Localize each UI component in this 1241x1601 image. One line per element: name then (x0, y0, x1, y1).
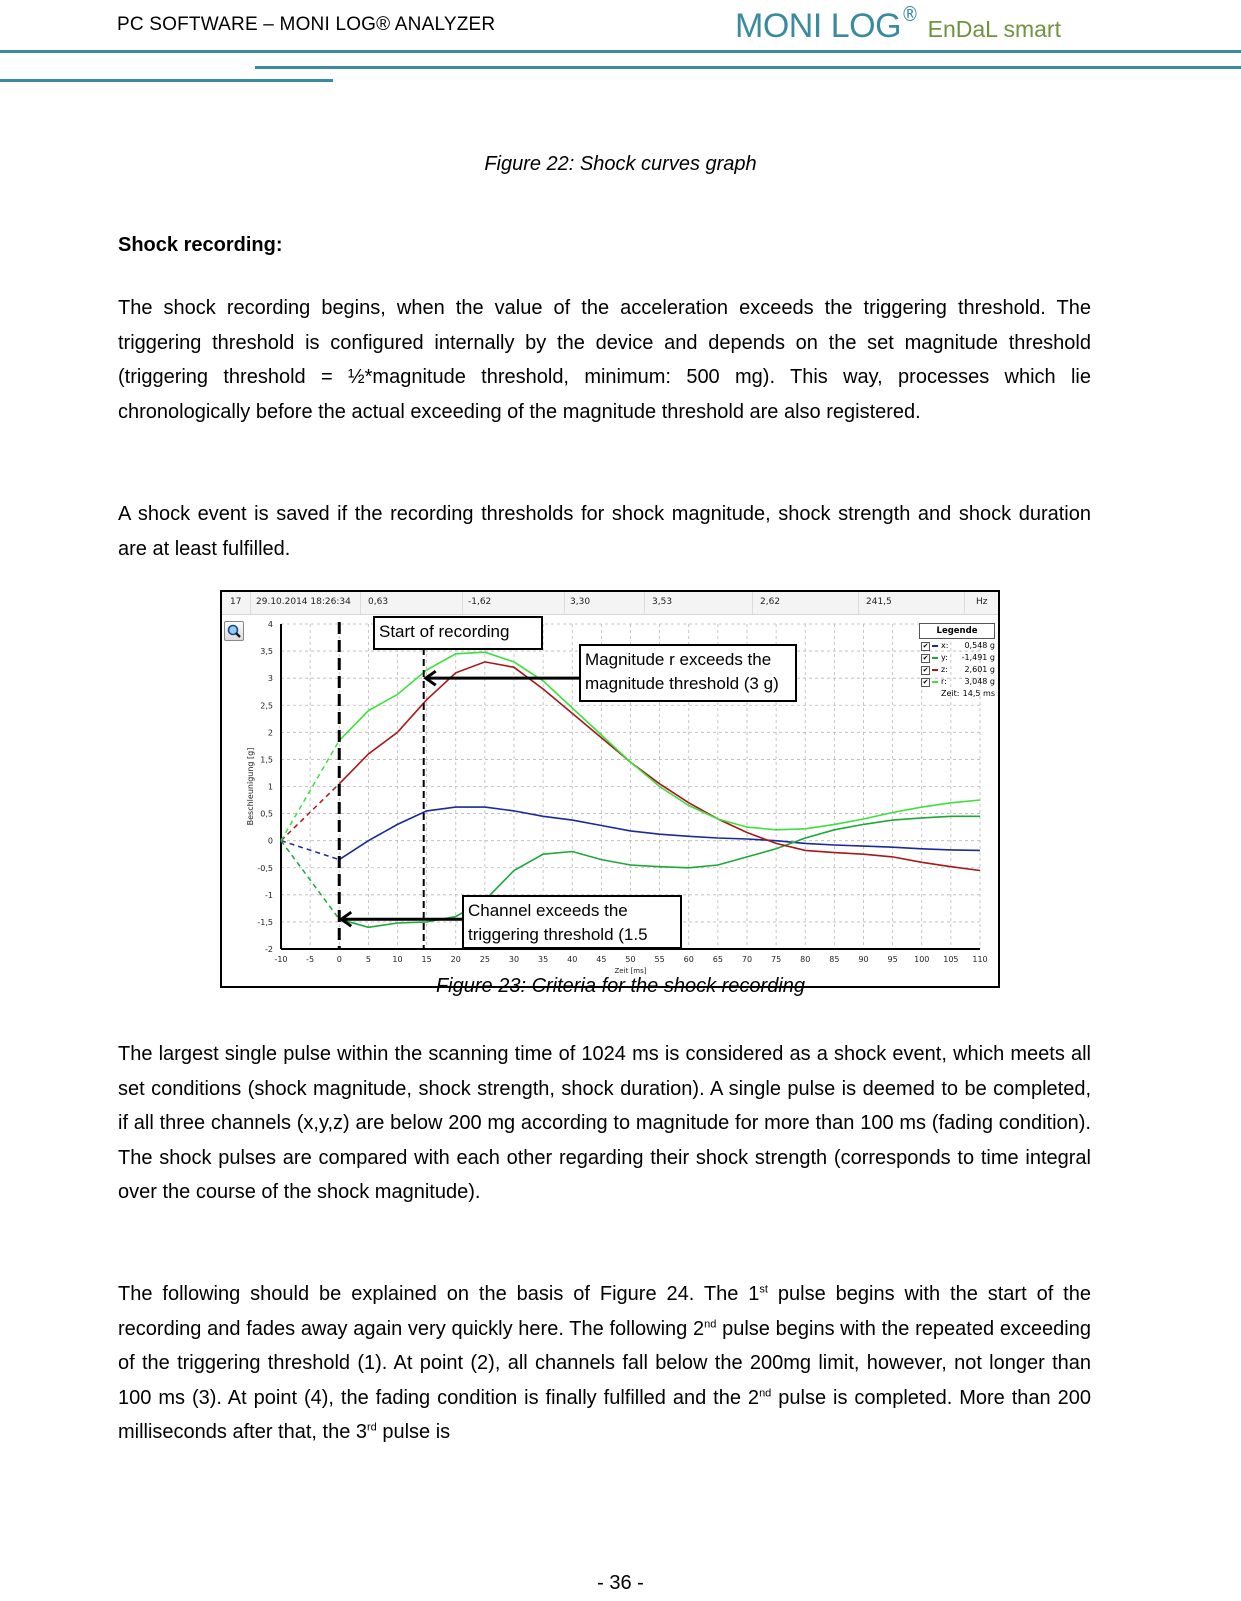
svg-text:0,5: 0,5 (260, 809, 273, 819)
svg-text:-0,5: -0,5 (257, 863, 273, 873)
brand-registered-mark: ® (901, 2, 920, 26)
value-r: 3,53 (652, 597, 673, 607)
header-rule-middle (255, 66, 1241, 69)
brand-main: MONI LOG (735, 7, 902, 45)
page-number: - 36 - (597, 1572, 644, 1594)
figure-22-caption: Figure 22: Shock curves graph (484, 153, 757, 175)
legend-title: Legende (919, 623, 995, 639)
svg-text:3: 3 (267, 674, 273, 684)
svg-text:105: 105 (943, 955, 959, 964)
svg-text:2,5: 2,5 (260, 701, 273, 711)
svg-text:3,5: 3,5 (260, 647, 273, 657)
legend-item-z: ✔ z: 2,601 g (922, 665, 995, 674)
chart-legend (919, 623, 995, 703)
header-rule-bottom (0, 79, 333, 82)
svg-text:35: 35 (538, 955, 549, 964)
svg-text:20: 20 (450, 955, 461, 964)
section-title: Shock recording: (118, 234, 283, 256)
legend-swatch-y (932, 657, 938, 659)
legend-checkbox-r[interactable]: ✔ (922, 678, 929, 686)
paragraph-shock-recording: The shock recording begins, when the value of the acceleration exceeds the triggering threshold. The triggering threshold is configured internally by the device and depends on the set magnitude threshold (triggering threshold = ½*magnitude threshold, minimum: 500 mg). This way, processes which lie chronologically before the actual exceeding of the magnitude threshold are also registered. (118, 297, 1091, 423)
svg-text:Beschleunigung [g]: Beschleunigung [g] (246, 747, 255, 826)
svg-text:-1: -1 (265, 890, 273, 900)
svg-text:-10: -10 (274, 955, 288, 964)
annotation-magnitude-line1: Magnitude r exceeds the (585, 650, 772, 669)
value-frequency: 241,5 (866, 597, 892, 607)
annotation-channel-line2: triggering threshold (1.5 (468, 925, 648, 944)
paragraph-shock-event: A shock event is saved if the recording thresholds for shock magnitude, shock strength and shock duration are at least fulfilled. (118, 503, 1091, 560)
value-z: 3,30 (570, 597, 591, 607)
value-x: 0,63 (368, 597, 389, 607)
svg-text:5: 5 (365, 955, 371, 964)
svg-text:-2: -2 (265, 945, 273, 954)
event-number: 17 (230, 597, 242, 607)
legend-swatch-r (932, 681, 938, 683)
annotation-start-text: Start of recording (379, 622, 510, 641)
svg-text:-1,5: -1,5 (257, 917, 273, 927)
legend-item-y: ✔ y: -1,491 g (922, 653, 995, 662)
annotation-trigger-threshold (462, 895, 682, 949)
svg-text:30: 30 (508, 955, 520, 964)
svg-text:2: 2 (267, 728, 273, 738)
annotation-magnitude-threshold (579, 644, 797, 702)
paragraph-largest-pulse: The largest single pulse within the scanning time of 1024 ms is considered as a shock event, which meets all set conditions (shock magnitude, shock strength, shock duration). A single pulse is deemed to be completed, if all three channels (x,y,z) are below 200 mg according to magnitude for more than 100 ms (fading condition). The shock pulses are compared with each other regarding their shock strength (corresponds to time integral over the course of the shock magnitude). (118, 1043, 1091, 1203)
brand-subtitle: EnDaL smart (927, 16, 1061, 42)
svg-text:95: 95 (887, 955, 898, 964)
annotation-magnitude-line2: magnitude threshold (3 g) (585, 674, 779, 693)
svg-text:40: 40 (567, 955, 578, 964)
svg-text:75: 75 (771, 955, 782, 964)
legend-checkbox-x[interactable]: ✔ (922, 642, 929, 650)
svg-text:15: 15 (421, 955, 432, 964)
svg-text:0: 0 (336, 955, 342, 964)
svg-text:-5: -5 (306, 955, 315, 964)
svg-text:110: 110 (972, 955, 988, 964)
svg-text:45: 45 (596, 955, 607, 964)
svg-text:80: 80 (800, 955, 811, 964)
svg-text:Zeit [ms]: Zeit [ms] (614, 967, 647, 975)
header-title: PC SOFTWARE – MONI LOG® ANALYZER (117, 14, 496, 35)
legend-checkbox-z[interactable]: ✔ (922, 666, 929, 674)
svg-text:10: 10 (392, 955, 403, 964)
svg-text:55: 55 (654, 955, 665, 964)
legend-swatch-z (932, 669, 938, 671)
annotation-channel-line1: Channel exceeds the (468, 901, 628, 920)
svg-text:4: 4 (267, 620, 273, 629)
svg-text:90: 90 (858, 955, 869, 964)
value-y: -1,62 (468, 597, 492, 607)
legend-item-x: ✔ x: 0,548 g (922, 641, 995, 650)
value-unit: Hz (976, 597, 988, 607)
brand-logo (735, 2, 1061, 46)
event-datetime: 29.10.2014 18:26:34 (256, 597, 351, 607)
svg-text:70: 70 (741, 955, 753, 964)
svg-text:25: 25 (479, 955, 490, 964)
svg-text:0: 0 (267, 836, 273, 846)
value-strength: 2,62 (760, 597, 781, 607)
svg-text:65: 65 (712, 955, 723, 964)
svg-text:85: 85 (829, 955, 840, 964)
svg-text:1: 1 (267, 782, 273, 792)
svg-text:60: 60 (683, 955, 694, 964)
legend-checkbox-y[interactable]: ✔ (922, 654, 929, 662)
annotation-start-of-recording (373, 616, 543, 650)
figure-23-caption: Figure 23: Criteria for the shock recording (435, 975, 806, 997)
svg-text:50: 50 (625, 955, 636, 964)
paragraph-figure-24: The following should be explained on the basis of Figure 24. The 1st pulse begins with the start of the recording and fades away again very quickly here. The following 2nd pulse begins with the repeated exceeding of the triggering threshold (1). At point (2), all channels fall below the 200mg limit, however, not longer than 100 ms (3). At point (4), the fading condition is finally fulfilled and the 2nd pulse is completed. More than 200 milliseconds after that, the 3rd pulse is (118, 1283, 1091, 1443)
header-rule-top (0, 50, 1241, 53)
svg-text:100: 100 (914, 955, 930, 964)
shock-chart (220, 590, 1000, 988)
legend-swatch-x (932, 645, 938, 647)
legend-item-r: ✔ r: 3,048 g (922, 677, 995, 686)
legend-time: Zeit: 14,5 ms (941, 689, 995, 698)
svg-text:1,5: 1,5 (260, 755, 273, 765)
